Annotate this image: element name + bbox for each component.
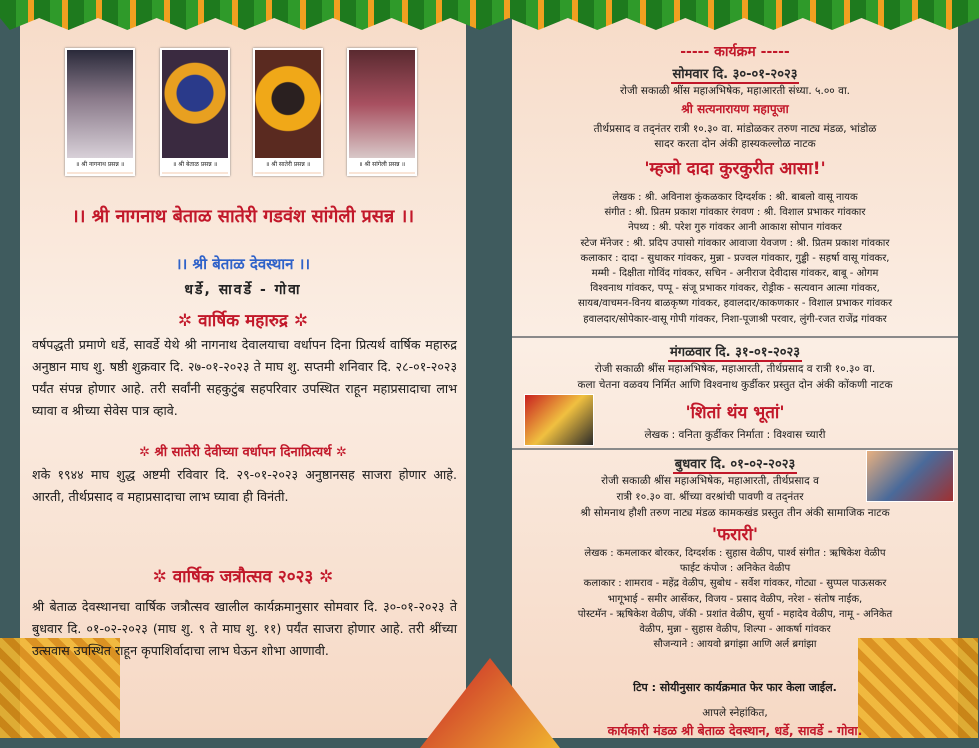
day2-date [512, 342, 958, 360]
section-jatra-text: श्री बेताळ देवस्थानचा वार्षिक जत्रौत्सव खालील कार्यक्रमानुसार सोमवार दि. ३०-०१-२०२३ ते बुधवार दि. ०१-०२-२०२३ (माघ शु. ९ ते माघ शु. ११) पर्यंत साजरा होणार आहे. तरी श्रींच्या उत्सवास उपस्थित राहून कृपाशिर्वादाचा लाभ घेऊन शोभा आणावी. [32, 599, 457, 658]
deity-image [67, 50, 133, 158]
section-sateri-text: शके १९४४ माघ शुद्ध अष्टमी रविवार दि. २९-०१-२०२३ अनुष्ठानसह साजरा होणार आहे. आरती, तीर्थप्रसाद व महाप्रसादाचा लाभ घ्यावा ही विनंती. [32, 467, 457, 504]
photo-nagnath [65, 48, 135, 176]
credit-line: लेखक : श्री. अविनाश कुंकळकार दिग्दर्शक : श्री. बाबलो वासू नायक [612, 192, 858, 203]
photo-caption: ॥ श्री सातेरी प्रसन्न ॥ [255, 158, 321, 172]
day3-credits [520, 546, 950, 652]
day1-drama-title: 'म्हजो दादा कुरकुरीत आसा!' [644, 159, 826, 179]
photo-caption: ॥ श्री बेताळ प्रसन्न ॥ [162, 158, 228, 172]
deity-image [349, 50, 415, 158]
day1-line2: तीर्थप्रसाद व तद्नंतर रात्री १०.३० वा. मांडोळकर तरुण नाट्य मंडळ, भांडोळ [593, 123, 877, 135]
credit-line: कलाकार : दादा - सुधाकर गांवकर, मुन्ना - प्रज्वल गांवकार, गुड्डी - सहर्षा वासू गांवकर, [580, 252, 890, 264]
right-panel [512, 18, 958, 738]
deity-image [255, 50, 321, 158]
section-jatra-title: ✲ वार्षिक जत्रौत्सव २०२३ ✲ [152, 567, 334, 587]
temple-name: ।। श्री बेताळ देवस्थान ।। [175, 255, 311, 273]
photo-caption: ॥ श्री सांगेली प्रसन्न ॥ [349, 158, 415, 172]
photo-betal [160, 48, 230, 176]
program-title: ----- कार्यक्रम ----- [680, 44, 790, 60]
section-sateri-title: ✲ श्री सातेरी देवीच्या वर्धापन दिनाप्रित्यर्थ ✲ [139, 445, 347, 460]
left-panel [20, 18, 466, 738]
divider [512, 336, 958, 338]
day3-line2: रात्री १०.३० वा. श्रींच्या वरश्रांची पावणी व तद्नंतर [616, 491, 804, 503]
signature-line2: कार्यकारी मंडळ श्री बेताळ देवस्थान, धर्डे, सावर्डे - गोवा. [607, 723, 863, 738]
credit-line: सायब/वाचमन-विनय बाळकृष्ण गांवकर, हवालदार/काकणकार - विशाल प्रभाकर गांवकर [577, 298, 893, 310]
credit-line: मम्मी - दिक्षीता गोविंद गांवकर, सचिन - अनीराज देवीदास गांवकर, बाबू - ओगम [591, 268, 879, 280]
photo-sangeli [347, 48, 417, 176]
day3-drama-title: 'फरारी' [711, 525, 759, 545]
day1-credits [520, 190, 950, 327]
day3-date-text: बुधवार दि. ०१-०२-२०२३ [674, 457, 796, 472]
deity-photos [65, 48, 425, 198]
day2-drama-title: 'शितां थंय भूतां' [685, 403, 785, 423]
day2-line2: कला चेतना वळवय निर्मित आणि विश्वनाथ कुर्डीकर प्रस्तुत दोन अंकी कोंकणी नाटक [577, 379, 893, 391]
credit-line: स्टेज मॅनेजर : श्री. प्रदिप उपासो गांवकार आवाजा येवजण : श्री. प्रितम प्रकाश गांवकार [580, 237, 890, 249]
signature-line1: आपले स्नेहांकित, [702, 707, 768, 719]
credit-line: संगीत : श्री. प्रितम प्रकाश गांवकार रंगवण : श्री. विशाल प्रभाकर गांवकार [604, 207, 866, 219]
credit-line: पोस्टमॅन - ऋषिकेश वेळीप, जॅकी - प्रशांत वेळीप, सुर्या - महादेव वेळीप, नामू - अनिकेत [577, 608, 893, 620]
credit-line: कलाकार : शामराव - महेंद्र वेळीप, सुबोध - सर्वेश गांवकर, गोट्या - सुप्पल पाऊसकर [583, 578, 887, 590]
location: धर्डे, सावर्डे - गोवा [184, 282, 302, 298]
note: टिप : सोयीनुसार कार्यक्रमात फेर फार केला जाईल. [633, 681, 837, 694]
day2-date-text: मंगळवार दि. ३१-०१-२०२३ [669, 345, 801, 360]
photo-sateri [253, 48, 323, 176]
credit-line: विश्वनाथ गांवकर, पप्पू - संजू प्रभाकर गांवकर, रोड्रीक - सत्यवान आत्मा गांवकर, [590, 283, 880, 295]
day1-line3: सादर करता दोन अंकी हास्यकल्लोळ नाटक [654, 138, 816, 150]
day3-line3: श्री सोमनाथ हौशी तरुण नाट्य मंडळ कामकखंड प्रस्तुत तीन अंकी सामाजिक नाटक [580, 507, 890, 519]
day1-puja: श्री सत्यनारायण महापूजा [681, 102, 789, 116]
day2-credits: लेखक : वनिता कुर्डीकर निर्माता : विश्वास च्यारी [644, 429, 826, 441]
credit-line: हवालदार/सोपेकार-वासू गोपी गांवकर, निशा-पूजाश्री परवार, लुंगी-रजत राजेंद्र गांवकर [583, 313, 887, 325]
credit-line: वेळीप, मुन्ना - सुहास वेळीप, शिल्पा - आकर्षा गांवकर [639, 624, 831, 636]
photo-caption: ॥ श्री नागनाथ प्रसन्न ॥ [67, 158, 133, 172]
day1-date-text: सोमवार दि. ३०-०१-२०२३ [672, 67, 798, 82]
credit-line: भागूभाई - समीर आर्सेकर, विजय - प्रसाद वेळीप, नरेश - संतोष नाईक, [607, 593, 863, 605]
deity-image [162, 50, 228, 158]
day2-line1: रोजी सकाळी श्रींस महाअभिषेक, महाआरती, तीर्थप्रसाद व रात्री १०.३० वा. [594, 363, 876, 375]
day1-line1: रोजी सकाळी श्रींस महाअभिषेक, महाआरती संध्या. ५.०० वा. [620, 85, 850, 97]
credit-line: फाईट कंपोज : अनिकेत वेळीप [679, 563, 791, 575]
credit-line: सौजन्याने : आयवो ब्रगांझा आणि अर्ल ब्रगांझा [653, 639, 817, 651]
day3-line1: रोजी सकाळी श्रींस महाअभिषेक, महाआरती, तीर्थप्रसाद व [601, 475, 819, 487]
section-maharudra-text: वर्षपद्धती प्रमाणे धर्डे, सावर्डे येथे श्री नागनाथ देवालयाचा वर्धापन दिना प्रित्यर्थ वार्षिक महारुद्र अनुष्ठान माघ शु. षष्ठी शुक्रवार दि. २७-०१-२०२३ ते माघ शु. सप्तमी शनिवार दि. २८-०१-२०२३ पर्यंत संपन्न होणार आहे. तरी सर्वांनी सहकुटुंब सहपरिवार उपस्थित राहून महाप्रसादाचा लाभ घ्यावा व श्रीच्या सेवेस पात्र व्हावे. [32, 337, 457, 418]
section-maharudra-title: ✲ वार्षिक महारुद्र ✲ [177, 311, 309, 331]
credit-line: लेखक : कमलाकर बोरकर, दिग्दर्शक : सुहास वेळीप, पार्श्व संगीत : ऋषिकेश वेळीप [584, 548, 886, 559]
day1-date [512, 64, 958, 82]
main-title: ।। श्री नागनाथ बेताळ सातेरी गडवंश सांगेली प्रसन्न ।। [71, 206, 415, 227]
credit-line: नेपथ्य : श्री. परेश गुरु गांवकर आनी आकाश सोपान गांवकर [628, 222, 842, 234]
